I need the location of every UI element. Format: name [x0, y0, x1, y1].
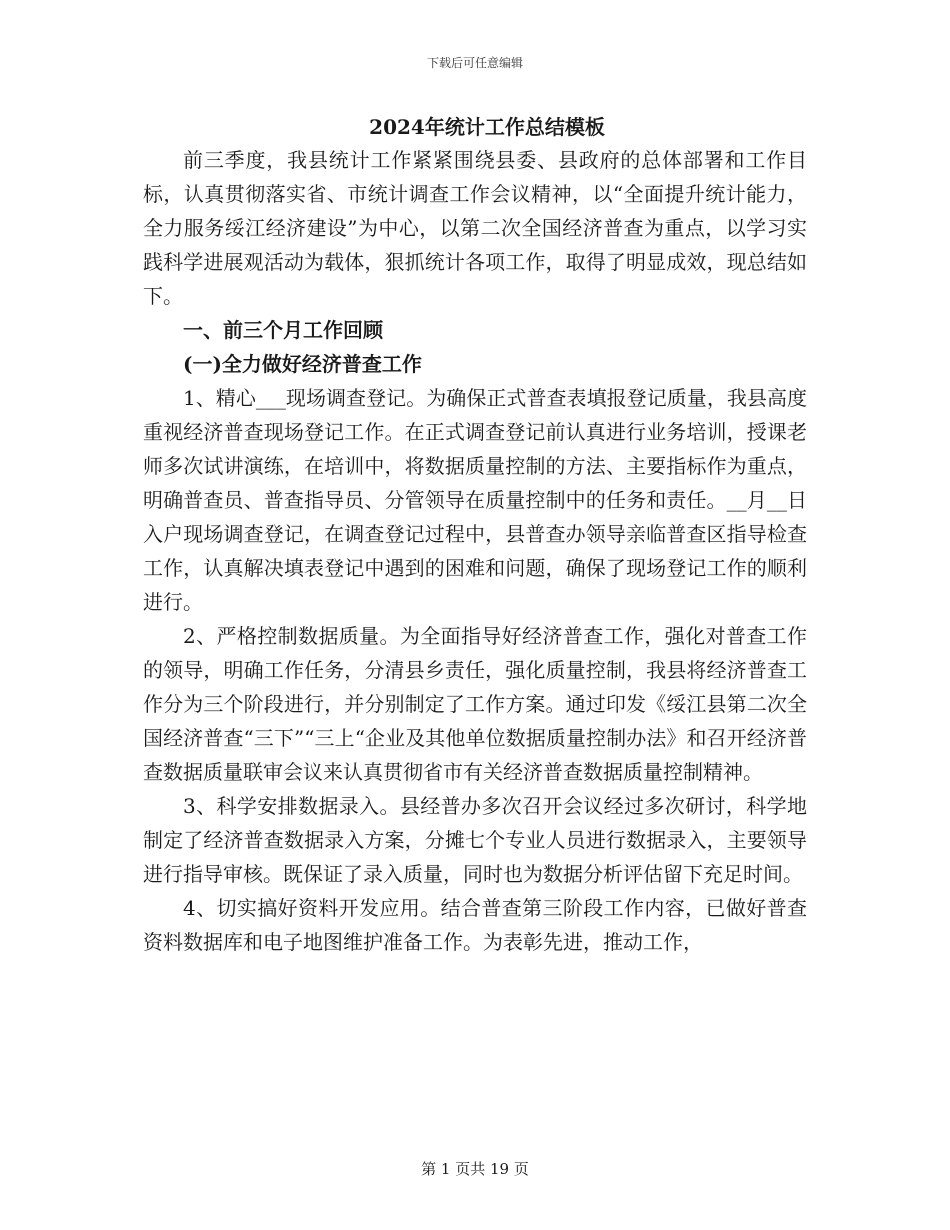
body-paragraph: 4、切实搞好资料开发应用。结合普查第三阶段工作内容，已做好普查资料数据库和电子地图维护准备工作。为表彰先进，推动工作，	[143, 896, 807, 954]
body-paragraph: 1、精心___现场调查登记。为确保正式普查表填报登记质量，我县高度重视经济普查现场登记工作。在正式调查登记前认真进行业务培训，授课老师多次试讲演练，在培训中，将数据质量控制的方法、主要指标作为重点，明确普查员、普查指导员、分管领导在质量控制中的任务和责任。__月__日入户现场调查登记，在调查登记过程中，县普查办领导亲临普查区指导检查工作，认真解决填表登记中遇到的困难和问题，确保了现场登记工作的顺利进行。	[143, 386, 807, 614]
header-note: 下载后可任意编辑	[426, 56, 523, 70]
intro-paragraph: 前三季度，我县统计工作紧紧围绕县委、县政府的总体部署和工作目标，认真贯彻落实省、市统计调查工作会议精神，以“全面提升统计能力，全力服务绥江经济建设”为中心，以第二次全国经济普查为重点，以学习实践科学进展观活动为载体，狠抓统计各项工作，取得了明显成效，现总结如下。	[143, 148, 807, 308]
document-title: 2024年统计工作总结模板	[369, 115, 605, 139]
section-heading: 一、前三个月工作回顾	[183, 318, 383, 342]
body-paragraph: 2、严格控制数据质量。为全面指导好经济普查工作，强化对普查工作的领导，明确工作任务，分清县乡责任，强化质量控制，我县将经济普查工作分为三个阶段进行，并分别制定了工作方案。通过印发《绥江县第二次全国经济普查“三下”“三上“企业及其他单位数据质量控制办法》和召开经济普查数据质量联审会议来认真贯彻省市有关经济普查数据质量控制精神。	[143, 624, 807, 784]
body-paragraph: 3、科学安排数据录入。县经普办多次召开会议经过多次研讨，科学地制定了经济普查数据录入方案，分摊七个专业人员进行数据录入，主要领导进行指导审核。既保证了录入质量，同时也为数据分析评估留下充足时间。	[143, 794, 807, 886]
subsection-heading: (一)全力做好经济普查工作	[183, 352, 422, 376]
page-number: 第 1 页共 19 页	[421, 1160, 529, 1178]
document-body	[143, 112, 807, 959]
